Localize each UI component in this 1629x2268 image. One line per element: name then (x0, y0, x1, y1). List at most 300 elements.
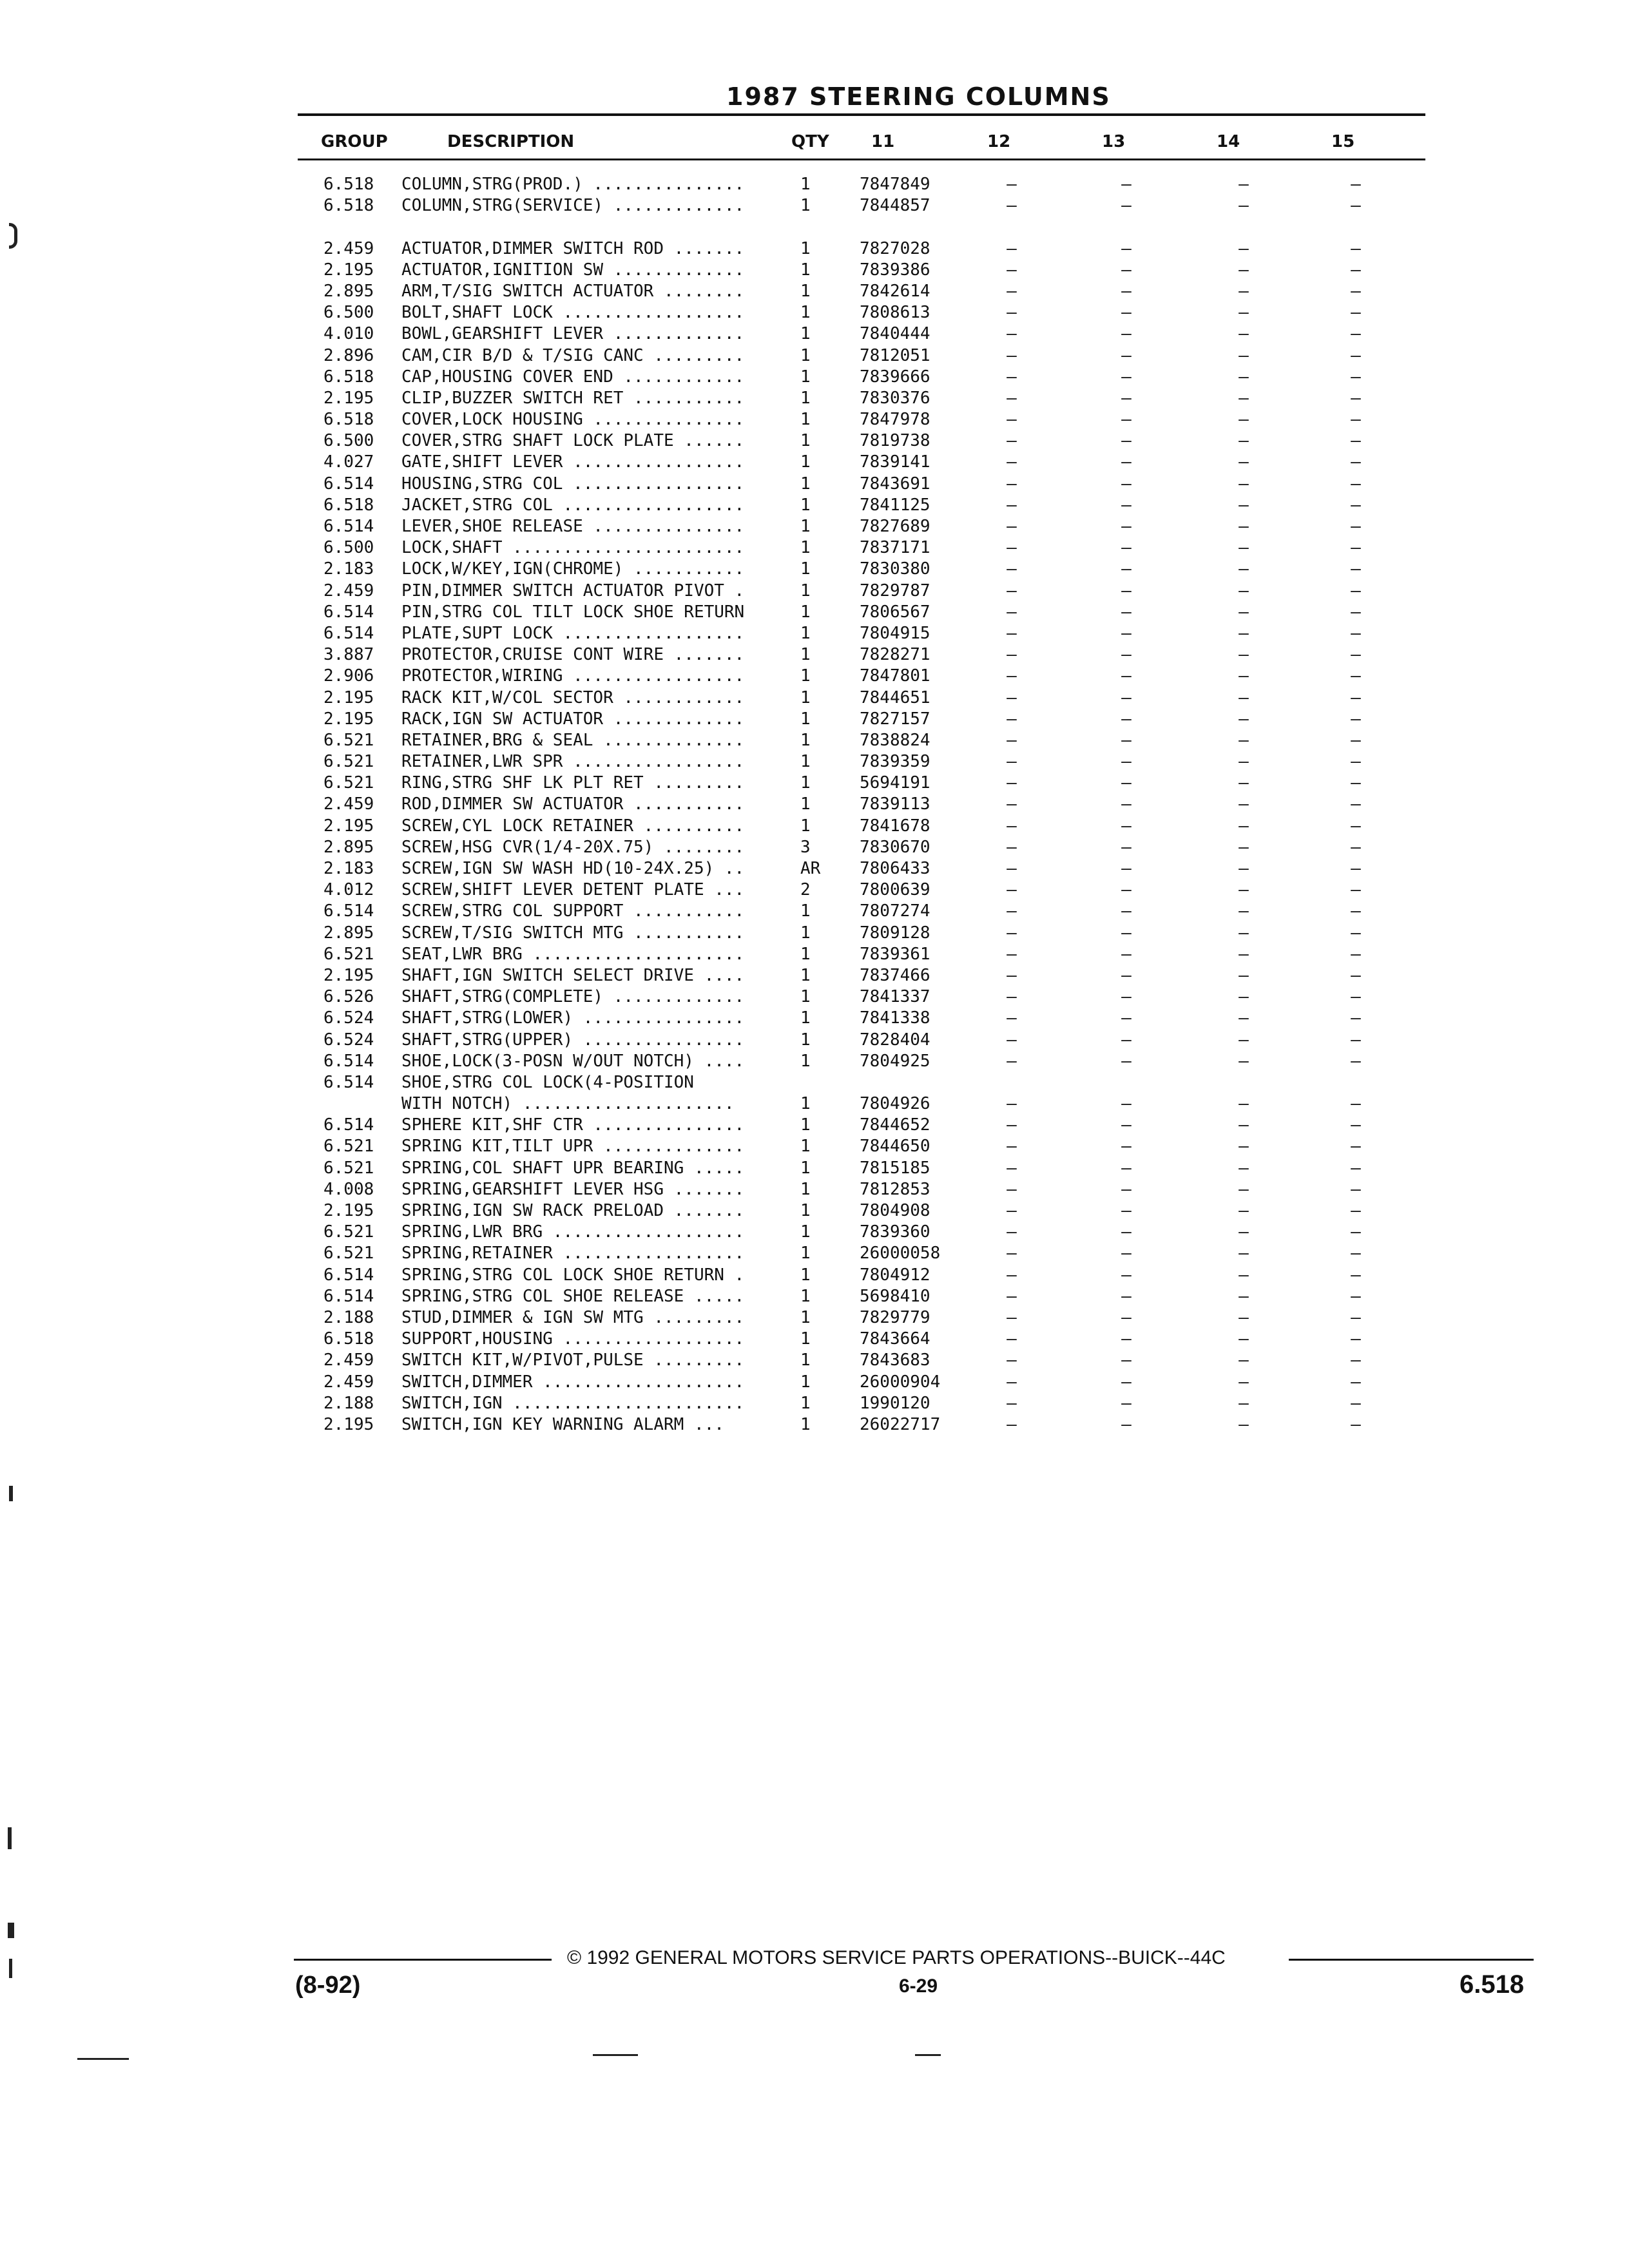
col-15-cell: — (1351, 773, 1361, 793)
col-11-cell: 7841125 (860, 495, 930, 515)
qty-cell: 1 (800, 687, 811, 707)
qty-cell: 1 (800, 367, 811, 387)
col-15-cell: — (1351, 1307, 1361, 1327)
qty-cell: 1 (800, 1051, 811, 1071)
table-row (0, 1115, 1629, 1136)
col-15-cell: — (1351, 645, 1361, 665)
col-12-cell: — (1007, 602, 1017, 622)
col-11-cell: 7827689 (860, 517, 930, 536)
col-14-cell: — (1239, 559, 1249, 579)
group-cell: 6.514 (323, 517, 374, 536)
qty-cell: 1 (800, 1137, 811, 1157)
col-13-cell: — (1121, 1008, 1132, 1028)
col-11-cell: 7847801 (860, 666, 930, 686)
description-cell: RING,STRG SHF LK PLT RET ......... (401, 773, 745, 793)
col-11-cell: 7829779 (860, 1307, 930, 1327)
table-row (0, 1329, 1629, 1350)
description-cell: SPRING,STRG COL LOCK SHOE RETURN . (401, 1265, 745, 1285)
col-12-cell: — (1007, 1222, 1017, 1242)
col-14-cell: — (1239, 816, 1249, 836)
col-15-cell: — (1351, 1051, 1361, 1071)
group-cell: 6.500 (323, 431, 374, 451)
description-cell: RETAINER,BRG & SEAL .............. (401, 730, 745, 750)
description-cell: PIN,STRG COL TILT LOCK SHOE RETURN (401, 602, 745, 622)
col-15-cell: — (1351, 388, 1361, 408)
description-cell: SCREW,HSG CVR(1/4-20X.75) ........ (401, 837, 745, 857)
table-row (0, 666, 1629, 687)
col-11-cell: 7800639 (860, 880, 930, 900)
col-15-cell: — (1351, 495, 1361, 515)
group-cell: 2.195 (323, 709, 374, 729)
table-row (0, 751, 1629, 773)
col-14-cell: — (1239, 1393, 1249, 1413)
description-cell: PIN,DIMMER SWITCH ACTUATOR PIVOT . (401, 581, 745, 601)
col-11-cell: 7844857 (860, 196, 930, 216)
col-12-cell: — (1007, 1115, 1017, 1135)
qty-cell: 1 (800, 1414, 811, 1434)
col-13-cell: — (1121, 645, 1132, 665)
description-cell: SHOE,LOCK(3-POSN W/OUT NOTCH) .... (401, 1051, 745, 1071)
col-14-cell: — (1239, 367, 1249, 387)
col-12-cell: — (1007, 431, 1017, 451)
table-row (0, 452, 1629, 473)
col-11-cell: 7843683 (860, 1350, 930, 1370)
col-14-cell: — (1239, 623, 1249, 643)
qty-cell: 1 (800, 752, 811, 772)
col-15-cell: — (1351, 1244, 1361, 1264)
col-12-cell: — (1007, 1350, 1017, 1370)
table-row (0, 858, 1629, 879)
binding-hole-mark (9, 1486, 13, 1501)
col-15-cell: — (1351, 837, 1361, 857)
table-row (0, 1158, 1629, 1179)
col-11-cell: 26022717 (860, 1414, 941, 1434)
col-13-cell: — (1121, 1286, 1132, 1306)
group-cell: 6.518 (323, 367, 374, 387)
col-11-cell: 7819738 (860, 431, 930, 451)
col-12-cell: — (1007, 1008, 1017, 1028)
qty-cell: 1 (800, 1201, 811, 1220)
col-15-cell: — (1351, 709, 1361, 729)
col-14-cell: — (1239, 452, 1249, 472)
group-cell: 6.521 (323, 1244, 374, 1264)
group-cell: 4.027 (323, 452, 374, 472)
description-cell: BOLT,SHAFT LOCK .................. (401, 303, 745, 323)
group-cell: 6.514 (323, 1115, 374, 1135)
col-13-cell: — (1121, 175, 1132, 194)
col-15-cell: — (1351, 730, 1361, 750)
col-11-cell: 7839359 (860, 752, 930, 772)
footer-page-number: 6-29 (899, 1975, 938, 1997)
col-13-cell: — (1121, 1094, 1132, 1114)
column-header-11: 11 (871, 132, 895, 151)
col-14-cell: — (1239, 1350, 1249, 1370)
binding-hole-mark (8, 1827, 12, 1849)
description-cell: SHAFT,STRG(UPPER) ................ (401, 1030, 745, 1050)
col-14-cell: — (1239, 345, 1249, 365)
col-15-cell: — (1351, 474, 1361, 494)
col-12-cell: — (1007, 1051, 1017, 1071)
col-11-cell: 7828271 (860, 645, 930, 665)
col-15-cell: — (1351, 196, 1361, 216)
col-15-cell: — (1351, 1329, 1361, 1349)
group-cell: 2.195 (323, 687, 374, 707)
col-14-cell: — (1239, 474, 1249, 494)
col-11-cell: 26000904 (860, 1372, 941, 1392)
binding-hole-mark (8, 1923, 14, 1938)
col-15-cell: — (1351, 452, 1361, 472)
col-12-cell: — (1007, 452, 1017, 472)
group-cell: 2.895 (323, 923, 374, 943)
col-14-cell: — (1239, 175, 1249, 194)
col-14-cell: — (1239, 602, 1249, 622)
col-12-cell: — (1007, 1094, 1017, 1114)
group-cell: 2.195 (323, 816, 374, 836)
col-12-cell: — (1007, 837, 1017, 857)
col-14-cell: — (1239, 944, 1249, 964)
table-row (0, 944, 1629, 965)
footer-rule-right (1289, 1959, 1534, 1961)
col-14-cell: — (1239, 1372, 1249, 1392)
table-row (0, 1008, 1629, 1029)
qty-cell: 1 (800, 431, 811, 451)
description-cell: SPRING,GEARSHIFT LEVER HSG ....... (401, 1179, 745, 1199)
qty-cell: 1 (800, 517, 811, 536)
group-cell: 2.188 (323, 1393, 374, 1413)
col-11-cell: 7830380 (860, 559, 930, 579)
col-14-cell: — (1239, 1201, 1249, 1220)
col-12-cell: — (1007, 901, 1017, 921)
group-cell: 6.514 (323, 1286, 374, 1306)
qty-cell: 1 (800, 410, 811, 430)
column-header-description: DESCRIPTION (447, 132, 575, 151)
description-cell: SPRING,LWR BRG ................... (401, 1222, 745, 1242)
col-13-cell: — (1121, 709, 1132, 729)
col-11-cell: 7828404 (860, 1030, 930, 1050)
col-15-cell: — (1351, 538, 1361, 558)
table-row (0, 581, 1629, 602)
col-15-cell: — (1351, 880, 1361, 900)
col-13-cell: — (1121, 303, 1132, 323)
description-cell: SCREW,STRG COL SUPPORT ........... (401, 901, 745, 921)
description-cell: SWITCH KIT,W/PIVOT,PULSE ......... (401, 1350, 745, 1370)
col-13-cell: — (1121, 1244, 1132, 1264)
col-12-cell: — (1007, 965, 1017, 985)
group-cell: 6.521 (323, 752, 374, 772)
col-15-cell: — (1351, 175, 1361, 194)
group-cell: 2.183 (323, 559, 374, 579)
qty-cell: 1 (800, 1222, 811, 1242)
qty-cell: 1 (800, 388, 811, 408)
col-15-cell: — (1351, 324, 1361, 344)
description-cell: SWITCH,IGN ....................... (401, 1393, 745, 1413)
column-header-qty: QTY (791, 132, 829, 151)
table-row (0, 1393, 1629, 1414)
qty-cell: 1 (800, 645, 811, 665)
col-13-cell: — (1121, 367, 1132, 387)
table-row (0, 837, 1629, 858)
col-13-cell: — (1121, 388, 1132, 408)
group-cell: 6.521 (323, 1222, 374, 1242)
table-row (0, 879, 1629, 901)
col-11-cell: 7837171 (860, 538, 930, 558)
col-15-cell: — (1351, 794, 1361, 814)
col-15-cell: — (1351, 1115, 1361, 1135)
col-14-cell: — (1239, 281, 1249, 301)
col-14-cell: — (1239, 238, 1249, 258)
col-15-cell: — (1351, 1265, 1361, 1285)
col-15-cell: — (1351, 1158, 1361, 1178)
col-12-cell: — (1007, 709, 1017, 729)
col-13-cell: — (1121, 196, 1132, 216)
col-11-cell: 7830376 (860, 388, 930, 408)
col-14-cell: — (1239, 1115, 1249, 1135)
col-12-cell: — (1007, 645, 1017, 665)
description-cell: PROTECTOR,WIRING ................. (401, 666, 745, 686)
col-11-cell: 7843664 (860, 1329, 930, 1349)
header-rule (298, 159, 1425, 160)
col-11-cell: 7804908 (860, 1201, 930, 1220)
col-13-cell: — (1121, 517, 1132, 536)
group-cell: 6.524 (323, 1008, 374, 1028)
table-row (0, 1136, 1629, 1157)
description-cell: SPRING,RETAINER .................. (401, 1244, 745, 1264)
col-15-cell: — (1351, 1350, 1361, 1370)
description-cell: BOWL,GEARSHIFT LEVER ............. (401, 324, 745, 344)
table-row (0, 687, 1629, 709)
qty-cell: 1 (800, 175, 811, 194)
col-12-cell: — (1007, 517, 1017, 536)
col-12-cell: — (1007, 196, 1017, 216)
col-11-cell: 7841338 (860, 1008, 930, 1028)
table-row (0, 730, 1629, 751)
col-13-cell: — (1121, 1329, 1132, 1349)
col-11-cell: 5698410 (860, 1286, 930, 1306)
col-14-cell: — (1239, 859, 1249, 878)
col-13-cell: — (1121, 794, 1132, 814)
group-cell: 2.195 (323, 1414, 374, 1434)
col-15-cell: — (1351, 859, 1361, 878)
col-15-cell: — (1351, 1393, 1361, 1413)
description-cell: JACKET,STRG COL .................. (401, 495, 745, 515)
col-12-cell: — (1007, 1286, 1017, 1306)
col-13-cell: — (1121, 238, 1132, 258)
qty-cell: 1 (800, 281, 811, 301)
description-cell: SCREW,CYL LOCK RETAINER .......... (401, 816, 745, 836)
col-13-cell: — (1121, 431, 1132, 451)
col-15-cell: — (1351, 1372, 1361, 1392)
col-14-cell: — (1239, 901, 1249, 921)
page-title: 1987 STEERING COLUMNS (726, 82, 1111, 111)
col-13-cell: — (1121, 474, 1132, 494)
qty-cell: 1 (800, 303, 811, 323)
description-cell: LOCK,W/KEY,IGN(CHROME) ........... (401, 559, 745, 579)
group-cell: 6.521 (323, 1158, 374, 1178)
col-12-cell: — (1007, 324, 1017, 344)
column-header-14: 14 (1217, 132, 1240, 151)
qty-cell: AR (800, 859, 821, 878)
description-cell: SHAFT,STRG(LOWER) ................ (401, 1008, 745, 1028)
table-row (0, 1093, 1629, 1115)
description-cell: COLUMN,STRG(SERVICE) ............. (401, 196, 745, 216)
col-12-cell: — (1007, 687, 1017, 707)
table-row (0, 1307, 1629, 1329)
group-cell: 6.514 (323, 602, 374, 622)
qty-cell: 1 (800, 987, 811, 1007)
table-row (0, 495, 1629, 516)
col-11-cell: 1990120 (860, 1393, 930, 1413)
description-cell: SEAT,LWR BRG ..................... (401, 944, 745, 964)
table-row (0, 986, 1629, 1008)
col-11-cell: 7809128 (860, 923, 930, 943)
col-13-cell: — (1121, 281, 1132, 301)
footer-date: (8-92) (295, 1972, 361, 1999)
qty-cell: 1 (800, 1008, 811, 1028)
col-15-cell: — (1351, 581, 1361, 601)
col-15-cell: — (1351, 944, 1361, 964)
col-12-cell: — (1007, 1030, 1017, 1050)
col-14-cell: — (1239, 517, 1249, 536)
group-cell: 6.500 (323, 303, 374, 323)
description-cell: LEVER,SHOE RELEASE ............... (401, 517, 745, 536)
qty-cell: 1 (800, 816, 811, 836)
col-11-cell: 7839113 (860, 794, 930, 814)
col-11-cell: 7804915 (860, 623, 930, 643)
col-11-cell: 7841337 (860, 987, 930, 1007)
group-cell: 6.518 (323, 175, 374, 194)
group-cell: 6.514 (323, 1051, 374, 1071)
binding-hole-mark (9, 1959, 12, 1978)
col-12-cell: — (1007, 410, 1017, 430)
qty-cell: 1 (800, 1393, 811, 1413)
col-15-cell: — (1351, 687, 1361, 707)
col-15-cell: — (1351, 1137, 1361, 1157)
description-cell: SCREW,T/SIG SWITCH MTG ........... (401, 923, 745, 943)
col-15-cell: — (1351, 965, 1361, 985)
qty-cell: 1 (800, 1372, 811, 1392)
qty-cell: 1 (800, 238, 811, 258)
col-13-cell: — (1121, 752, 1132, 772)
qty-cell: 1 (800, 709, 811, 729)
table-row (0, 602, 1629, 623)
table-row (0, 260, 1629, 281)
col-13-cell: — (1121, 1051, 1132, 1071)
description-cell: RACK,IGN SW ACTUATOR ............. (401, 709, 745, 729)
table-row (0, 195, 1629, 216)
col-11-cell: 5694191 (860, 773, 930, 793)
col-12-cell: — (1007, 794, 1017, 814)
qty-cell: 1 (800, 345, 811, 365)
col-13-cell: — (1121, 410, 1132, 430)
col-13-cell: — (1121, 1393, 1132, 1413)
col-11-cell: 7840444 (860, 324, 930, 344)
group-cell: 2.195 (323, 388, 374, 408)
description-cell: SPRING,IGN SW RACK PRELOAD ....... (401, 1201, 745, 1220)
group-cell: 6.514 (323, 623, 374, 643)
qty-cell: 1 (800, 901, 811, 921)
qty-cell: 1 (800, 666, 811, 686)
col-15-cell: — (1351, 281, 1361, 301)
qty-cell: 1 (800, 794, 811, 814)
col-12-cell: — (1007, 1179, 1017, 1199)
col-13-cell: — (1121, 1372, 1132, 1392)
parts-table (0, 174, 1629, 1436)
table-row (0, 1222, 1629, 1243)
table-row (0, 623, 1629, 644)
group-cell: 6.514 (323, 901, 374, 921)
col-11-cell: 26000058 (860, 1244, 941, 1264)
description-cell: CAP,HOUSING COVER END ............ (401, 367, 745, 387)
description-cell: ARM,T/SIG SWITCH ACTUATOR ........ (401, 281, 745, 301)
qty-cell: 1 (800, 196, 811, 216)
col-14-cell: — (1239, 880, 1249, 900)
col-15-cell: — (1351, 345, 1361, 365)
col-12-cell: — (1007, 730, 1017, 750)
group-cell: 2.459 (323, 794, 374, 814)
table-row (0, 409, 1629, 430)
group-cell: 6.518 (323, 495, 374, 515)
col-12-cell: — (1007, 345, 1017, 365)
description-cell: SHAFT,IGN SWITCH SELECT DRIVE .... (401, 965, 745, 985)
description-cell: RACK KIT,W/COL SECTOR ............ (401, 687, 745, 707)
col-11-cell: 7830670 (860, 837, 930, 857)
group-cell: 2.459 (323, 581, 374, 601)
column-header-group: GROUP (321, 132, 388, 151)
table-row (0, 281, 1629, 302)
group-cell: 6.521 (323, 773, 374, 793)
description-cell: STUD,DIMMER & IGN SW MTG ......... (401, 1307, 745, 1327)
qty-cell: 1 (800, 923, 811, 943)
col-14-cell: — (1239, 196, 1249, 216)
group-cell: 2.906 (323, 666, 374, 686)
qty-cell: 1 (800, 965, 811, 985)
description-cell: PLATE,SUPT LOCK .................. (401, 623, 745, 643)
table-row (0, 430, 1629, 452)
col-14-cell: — (1239, 965, 1249, 985)
col-11-cell: 7829787 (860, 581, 930, 601)
col-12-cell: — (1007, 666, 1017, 686)
col-12-cell: — (1007, 923, 1017, 943)
description-cell: HOUSING,STRG COL ................. (401, 474, 745, 494)
column-header-12: 12 (987, 132, 1011, 151)
col-15-cell: — (1351, 901, 1361, 921)
col-15-cell: — (1351, 666, 1361, 686)
col-15-cell: — (1351, 923, 1361, 943)
qty-cell: 1 (800, 1179, 811, 1199)
col-11-cell: 7844651 (860, 687, 930, 707)
col-14-cell: — (1239, 730, 1249, 750)
description-cell: SWITCH,DIMMER .................... (401, 1372, 745, 1392)
col-12-cell: — (1007, 880, 1017, 900)
group-cell: 6.524 (323, 1030, 374, 1050)
col-12-cell: — (1007, 538, 1017, 558)
col-11-cell: 7839141 (860, 452, 930, 472)
group-cell: 6.518 (323, 196, 374, 216)
description-cell: COLUMN,STRG(PROD.) ............... (401, 175, 745, 194)
col-15-cell: — (1351, 1414, 1361, 1434)
qty-cell: 1 (800, 1265, 811, 1285)
col-15-cell: — (1351, 602, 1361, 622)
col-12-cell: — (1007, 1201, 1017, 1220)
table-row (0, 816, 1629, 837)
group-cell: 2.195 (323, 260, 374, 280)
col-11-cell: 7844652 (860, 1115, 930, 1135)
qty-cell: 3 (800, 837, 811, 857)
description-cell: ACTUATOR,IGNITION SW ............. (401, 260, 745, 280)
group-cell: 2.195 (323, 1201, 374, 1220)
col-15-cell: — (1351, 431, 1361, 451)
table-row (0, 516, 1629, 537)
